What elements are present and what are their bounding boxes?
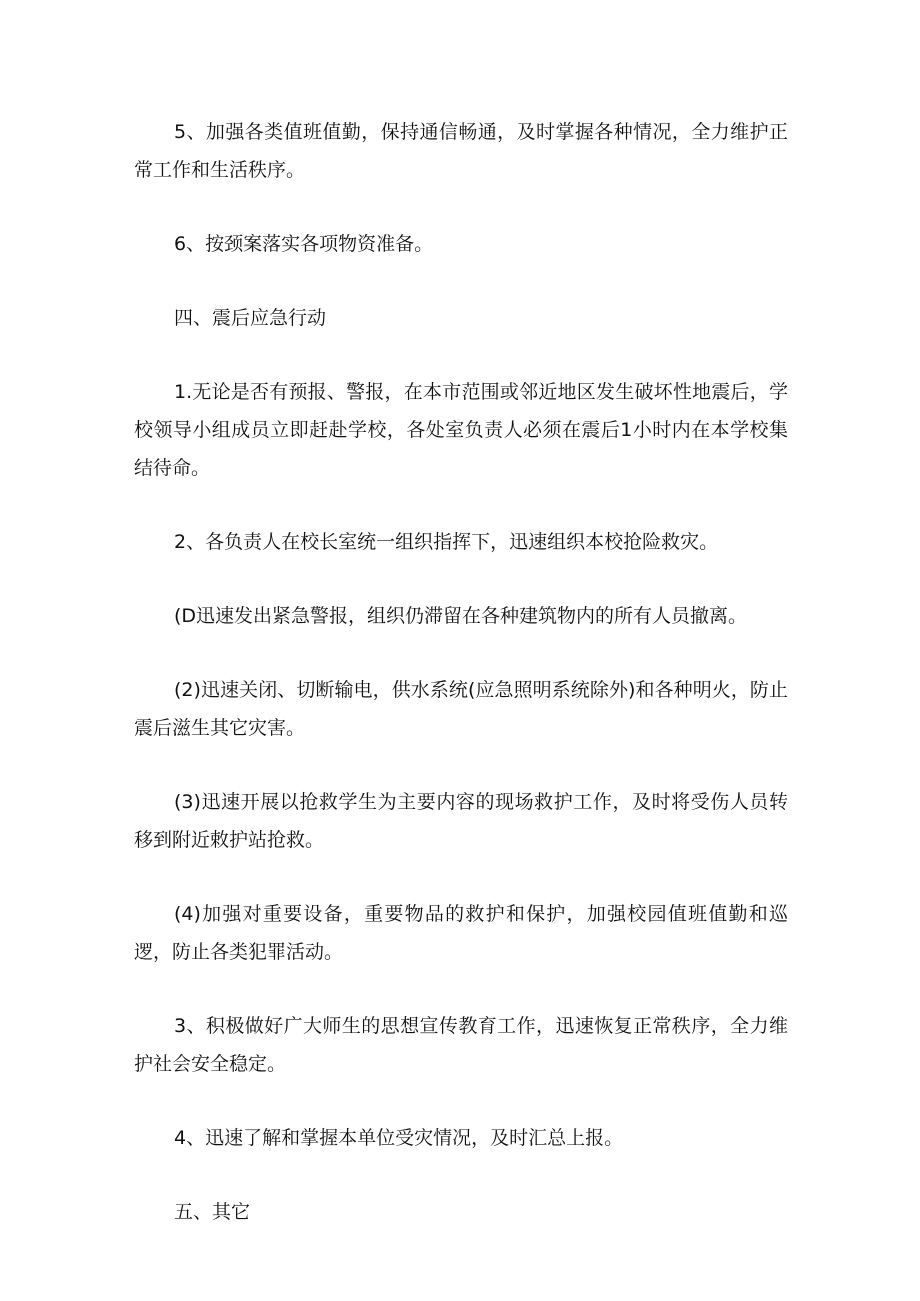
paragraph-item-4: 4、迅速了解和掌握本单位受灾情况，及时汇总上报。	[174, 1127, 624, 1149]
paragraph-subitem-2: (2)迅速关闭、切断输电，供水系统(应急照明系统除外)和各种明火，防止震后滋生其它灾害。	[134, 679, 788, 739]
paragraph-subitem-4: (4)加强对重要设备，重要物品的救护和保护，加强校园值班值勤和巡逻，防止各类犯罪活动。	[134, 903, 788, 963]
paragraph-item-1: 1.无论是否有预报、警报，在本市范围或邻近地区发生破坏性地震后，学校领导小组成员立即赶赴学校，各处室负责人必须在震后1小时内在本学校集结待命。	[134, 381, 788, 479]
paragraph-item-3: 3、积极做好广大师生的思想宣传教育工作，迅速恢复正常秩序，全力维护社会安全稳定。	[134, 1015, 788, 1075]
paragraph-item-2: 2、各负责人在校长室统一组织指挥下，迅速组织本校抢险救灾。	[174, 531, 719, 553]
section-heading-four: 四、震后应急行动	[174, 307, 327, 329]
section-heading-five: 五、其它	[174, 1201, 251, 1223]
paragraph-item-5: 5、加强各类值班值勤，保持通信畅通，及时掌握各种情况，全力维护正常工作和生活秩序。	[134, 121, 788, 181]
paragraph-item-6: 6、按颈案落实各项物资准备。	[174, 233, 434, 255]
document-body	[134, 113, 788, 1231]
paragraph-subitem-1: (D迅速发出紧急警报，组织仍滞留在各种建筑物内的所有人员撤离。	[174, 605, 748, 627]
paragraph-subitem-3: (3)迅速开展以抢救学生为主要内容的现场救护工作，及时将受伤人员转移到附近敕护站抢救。	[134, 791, 788, 851]
